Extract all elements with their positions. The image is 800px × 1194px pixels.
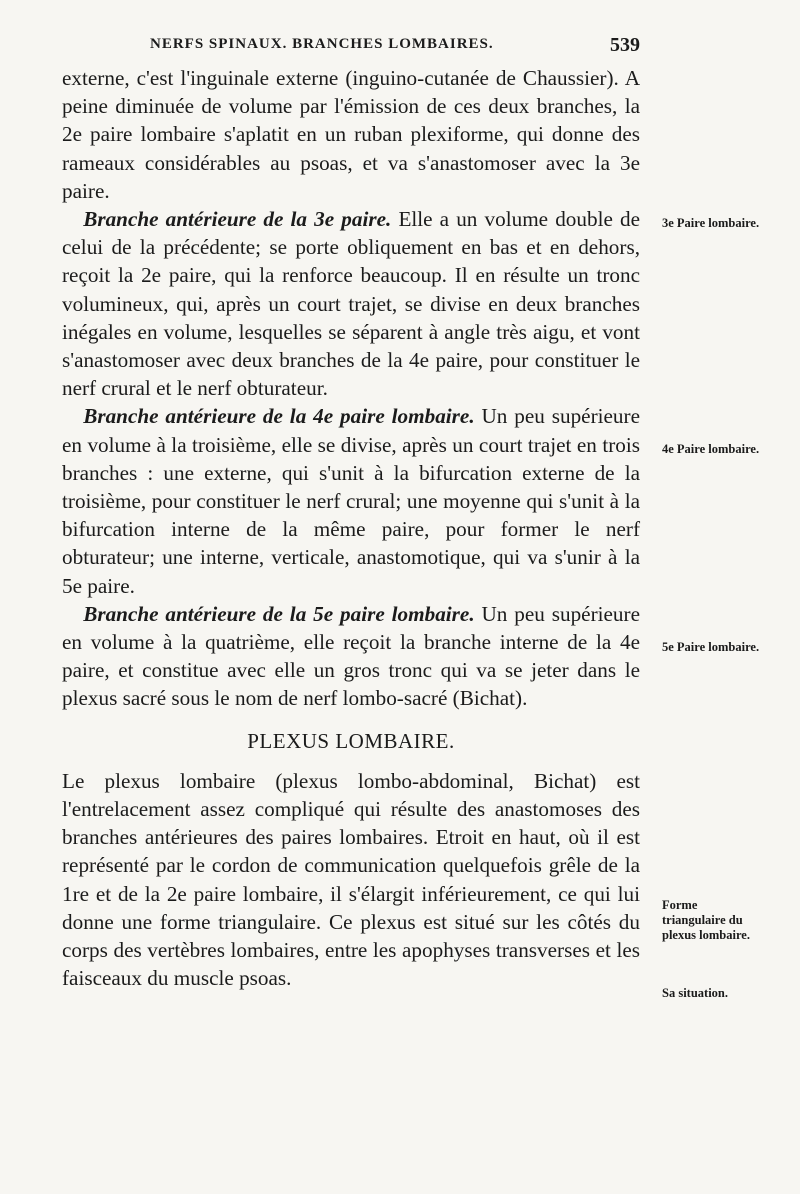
margin-note-situation: Sa situation.: [662, 986, 728, 1000]
margin-note-4e-paire: 4e Paire lombaire.: [662, 442, 760, 456]
paragraph-1: externe, c'est l'inguinale externe (inguino-cutanée de Chaussier). A peine diminuée de volume par l'émission de ces deux branches, la 2e paire lombaire s'aplatit en un ruban plexiforme, qui donne des rameaux considérables au psoas, et va s'anastomoser avec la 3e paire.: [62, 66, 640, 203]
margin-note-forme-triangulaire: Forme triangulaire du plexus lombaire.: [662, 898, 750, 942]
margin-note-3e-paire: 3e Paire lombaire.: [662, 216, 760, 230]
paragraph-3-lead: Branche antérieure de la 4e paire lombaire.: [83, 404, 475, 429]
main-text: [62, 64, 640, 993]
paragraph-4-text: Un peu supérieure en volume à la quatrième, elle reçoit la branche interne de la 4e paire, et constitue avec elle un gros tronc qui va se jeter dans le plexus sacré sous le nom de nerf lombo-sacré (Bichat).: [62, 601, 640, 711]
paragraph-5: Le plexus lombaire (plexus lombo-abdominal, Bichat) est l'entrelacement assez compliqué qui résulte des anastomoses des branches antérieures des paires lombaires. Etroit en haut, où il est représenté par le cordon de communication quelquefois grêle de la 1re et de la 2e paire lombaire, il s'élargit inférieurement, ce qui lui donne une forme triangulaire. Ce plexus est situé sur les côtés du corps des vertèbres lombaires, entre les apophyses transverses et les faisceaux du muscle psoas.: [62, 768, 640, 991]
running-head-title: NERFS SPINAUX. BRANCHES LOMBAIRES.: [150, 36, 494, 52]
paragraph-2: [62, 205, 640, 402]
section-heading: PLEXUS LOMBAIRE.: [247, 728, 455, 753]
paragraph-4: [62, 600, 640, 713]
paragraph-2-lead: Branche antérieure de la 3e paire.: [83, 207, 392, 232]
paragraph-3-text: Un peu supérieure en volume à la troisième, elle se divise, après un court trajet en trois branches : une externe, qui s'unit à la bifurcation externe de la troisième, pour constituer le nerf crural; une moyenne qui s'unit à la bifurcation interne de la même paire, pour former le nerf obturateur; une interne, verticale, anastomotique, qui va s'unir à la 5e paire.: [62, 404, 640, 598]
paragraph-2-text: Elle a un volume double de celui de la précédente; se porte obliquement en bas et en dehors, reçoit la 2e paire, qui la renforce beaucoup. Il en résulte un tronc volumineux, qui, après un court trajet, se divise en deux branches inégales en volume, lesquelles se séparent à angle très aigu, et vont s'anastomoser avec deux branches de la 4e paire, pour constituer le nerf crural et le nerf obturateur.: [62, 207, 640, 401]
paragraph-3: [62, 402, 640, 599]
running-head: [150, 34, 640, 58]
margin-note-5e-paire: 5e Paire lombaire.: [662, 640, 760, 654]
page-number: 539: [610, 34, 640, 56]
paragraph-4-lead: Branche antérieure de la 5e paire lombaire.: [83, 601, 475, 626]
